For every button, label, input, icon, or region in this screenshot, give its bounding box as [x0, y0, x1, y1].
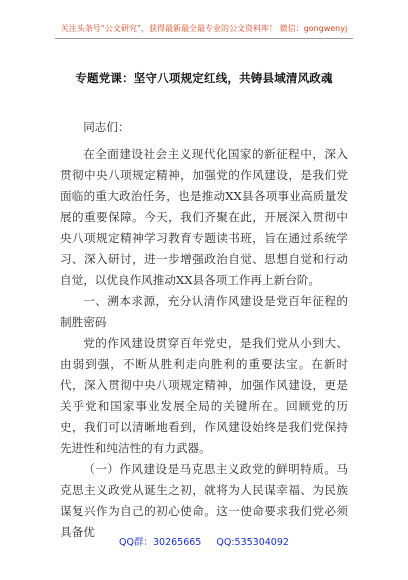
footer-contact — [0, 534, 408, 548]
header-divider — [55, 38, 353, 39]
qq-number-text: QQ:535304092 — [216, 537, 289, 548]
paragraph: （一）作风建设是马克思主义政党的鲜明特质。马克思主义政党从诞生之初，就将为人民谋幸福、为民族谋复兴作为自己的初心使命。这一使命要求我们党必须具备优 — [60, 462, 348, 539]
document-title: 专题党课：坚守八项规定红线，共铸县域清风政魂 — [75, 71, 333, 85]
qq-group-text: QQ群：30265665 — [119, 537, 202, 548]
paragraph: 党的作风建设贯穿百年党史，是我们党从小到大、由弱到强，不断从胜利走向胜利的重要法宝。在新时代，深入贯彻中央八项规定精神，加强作风建设，更是关乎党和国家事业发展全局的关键所在。回顾党的历史，我们可以清晰地看到，作风建设始终是我们党保持先进性和纯洁性的有力武器。 — [60, 336, 348, 455]
document-body — [60, 117, 348, 543]
promo-banner: 关注头条号“公文研究”，获得最新最全最专业的公文资料库！ 微信：gongwenyj — [60, 24, 348, 33]
section-heading: 一、溯本求源，充分认清作风建设是党百年征程的制胜密码 — [60, 294, 348, 329]
paragraph: 在全面建设社会主义现代化国家的新征程中，深入贯彻中央八项规定精神，加强党的作风建设，是我们党面临的重大政治任务，也是推动XX县各项事业高质量发展的重要保障。今天，我们齐聚在此，开展深入贯彻中央八项规定精神学习教育专题读书班，旨在通过系统学习、深入研讨，进一步增强政治自觉、思想自觉和行动自觉，以优良作风推动XX县各项工作再上新台阶。 — [60, 147, 348, 287]
greeting: 同志们： — [83, 120, 130, 134]
